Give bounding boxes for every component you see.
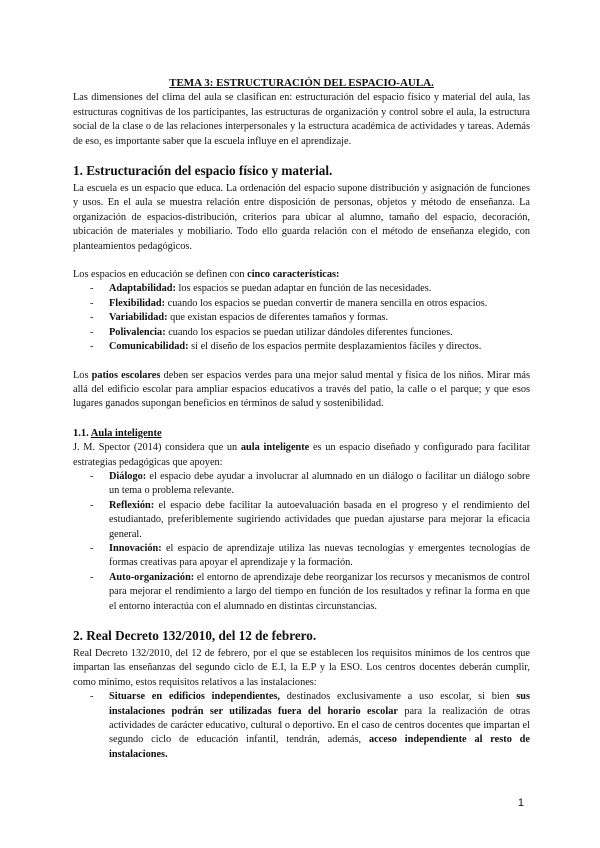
patios-pre: Los [73, 369, 92, 381]
list-item: - Situarse en edificios independientes, destinados exclusivamente a uso escolar, si bien sus instalaciones podrán ser utilizadas fuera del horario escolar para la realización de otras actividades de carácter educativo, cultural o deportivo. En el caso de centros docentes que impartan el segundo ciclo de educación infantil, tendrán, además, acceso independiente al resto de instalaciones. [90, 691, 530, 760]
list-item-text: los espacios se puedan adaptar en función de las necesidades. [175, 283, 432, 295]
para-post: es un espacio diseñado y configurado para facilitar estrategias pedagógicas que apoyen: [73, 442, 530, 468]
patios-post: deben ser espacios verdes para una mejor salud mental y física de los niños. Mirar más allá del edificio escolar para ampliar espacios educativos a través del patio, la calle o el parque; y que esos lugares ganados supongan beneficios en términos de salud y sostenibilidad. [73, 369, 530, 410]
characteristics-lead [73, 268, 530, 282]
list-item: - Polivalencia: cuando los espacios se puedan utilizar dándoles diferentes funciones. [90, 326, 453, 338]
list-item-term: Diálogo: [109, 470, 147, 482]
list-item-text: para la realización de otras actividades de carácter educativo, cultural o deportivo. En el caso de centros docentes que impartan el segundo ciclo de educación infantil, tendrán, además, [109, 705, 530, 746]
list-item: - Flexibilidad: cuando los espacios se puedan convertir de manera sencilla en otros espacios. [90, 297, 488, 309]
page-content [73, 76, 530, 762]
list-item-text: cuando los espacios se puedan convertir de manera sencilla en otros espacios. [165, 297, 488, 309]
list-item: - Diálogo: el espacio debe ayudar a involucrar al alumnado en un diálogo o facilitar un diálogo sobre un tema o problema relevante. [90, 470, 530, 497]
list-item-term: Variabilidad: [109, 312, 168, 324]
list-item-text: si el diseño de los espacios permite desplazamientos fáciles y directos. [188, 341, 482, 353]
section-1-1-number: 1.1. [73, 427, 91, 439]
list-item-text: cuando los espacios se puedan utilizar dándoles diferentes funciones. [165, 326, 453, 338]
section-1-1-title: Aula inteligente [90, 427, 162, 439]
list-item: - Innovación: el espacio de aprendizaje utiliza las nuevas tecnologías y emergentes tecnologías de formas creativas para apoyar el aprendizaje y la formación. [90, 542, 530, 569]
list-item-text: el espacio debe ayudar a involucrar al alumnado en un diálogo o facilitar un diálogo sobre un tema o problema relevante. [109, 470, 530, 497]
lead-text: Los espacios en educación se definen con [73, 269, 248, 281]
intro-paragraph: Las dimensiones del clima del aula se clasifican en: estructuración del espacio físico y material del aula, las estructuras cognitivas de los participantes, las estructuras de organización y control sobre el aula, la estructura social de la clase o de las relaciones interpersonales y la estructura académica de actividades y tareas. Además de eso, es importante saber que la escuela influye en el aprendizaje. [73, 92, 530, 147]
patios-paragraph [73, 369, 530, 412]
section-2-heading: 2. Real Decreto 132/2010, del 12 de febrero. [73, 628, 317, 643]
section-1-heading: 1. Estructuración del espacio físico y material. [73, 163, 333, 179]
list-item-text: destinados exclusivamente a uso escolar, si bien [279, 691, 517, 703]
list-item-term: Situarse en edificios independientes, [109, 691, 280, 703]
para-pre: J. M. Spector (2014) considera que un [73, 442, 241, 454]
characteristics-list [73, 282, 530, 354]
list-item-term: Comunicabilidad: [109, 341, 189, 353]
lead-bold: cinco características: [247, 269, 340, 281]
list-item-term: Adaptabilidad: [109, 283, 176, 295]
smart-classroom-list [73, 470, 530, 614]
list-item-bold: sus instalaciones podrán ser utilizadas fuera del horario escolar [109, 691, 530, 717]
list-item: - Comunicabilidad: si el diseño de los espacios permite desplazamientos fáciles y directos. [90, 341, 482, 353]
list-item-term: Polivalencia: [109, 326, 166, 338]
list-item-text: que existan espacios de diferentes tamaños y formas. [167, 312, 389, 324]
list-item-term: Flexibilidad: [109, 297, 166, 309]
section-1-1-heading [73, 427, 530, 441]
list-item-text: el espacio debe facilitar la autoevaluación basada en el progreso y el rendimiento del estudiantado, preferiblemente sugiriendo actividades que puedan ajustarse para mejorar la eficacia general. [109, 499, 530, 540]
section-1-paragraph: La escuela es un espacio que educa. La ordenación del espacio supone distribución y asignación de funciones y usos. En el aula se muestra relación entre disposición de personas, objetos y método de enseñanza. La organización de espacios-distribución, criterios para ubicar al alumno, tamaño del espacio, decoración, ubicación de materiales y mobiliario. Todo ello guarda relación con el método de enseñanza elegido, con planteamientos pedagógicos. [73, 183, 530, 252]
page-number: 1 [517, 797, 524, 809]
list-item: - Variabilidad: que existan espacios de diferentes tamaños y formas. [90, 312, 389, 324]
list-item-text: el espacio de aprendizaje utiliza las nuevas tecnologías y emergentes tecnologías de formas creativas para apoyar el aprendizaje y la formación. [109, 542, 530, 569]
list-item: - Adaptabilidad: los espacios se puedan adaptar en función de las necesidades. [90, 283, 432, 295]
list-item-text: el entorno de aprendizaje debe reorganizar los recursos y mecanismos de control para mejorar el rendimiento a largo del tiempo en función de los resultados y refinar la forma en que el entorno interactúa con el alumnado en distintas circunstancias. [109, 571, 530, 612]
list-item-term: Innovación: [109, 542, 162, 554]
requirements-list [73, 690, 530, 762]
section-2-paragraph: Real Decreto 132/2010, del 12 de febrero, por el que se establecen los requisitos mínimos de los centros que impartan las enseñanzas del segundo ciclo de E.I, la E.P y la ESO. Los centros docentes deberán cumplir, como mínimo, estos requisitos relativos a las instalaciones: [73, 648, 530, 688]
patios-bold: patios escolares [91, 369, 161, 381]
document-title: TEMA 3: ESTRUCTURACIÓN DEL ESPACIO-AULA. [169, 77, 434, 89]
list-item-bold: acceso independiente al resto de instalaciones. [109, 734, 530, 760]
section-1-1-paragraph [73, 441, 530, 470]
list-item: - Reflexión: el espacio debe facilitar la autoevaluación basada en el progreso y el rendimiento del estudiantado, preferiblemente sugiriendo actividades que puedan ajustarse para mejorar la eficacia general. [90, 499, 530, 540]
list-item-term: Auto-organización: [109, 571, 195, 583]
para-bold: aula inteligente [240, 442, 310, 454]
list-item: - Auto-organización: el entorno de aprendizaje debe reorganizar los recursos y mecanismos de control para mejorar el rendimiento a largo del tiempo en función de los resultados y refinar la forma en que el entorno interactúa con el alumnado en distintas circunstancias. [90, 571, 530, 612]
list-item-term: Reflexión: [109, 499, 155, 511]
